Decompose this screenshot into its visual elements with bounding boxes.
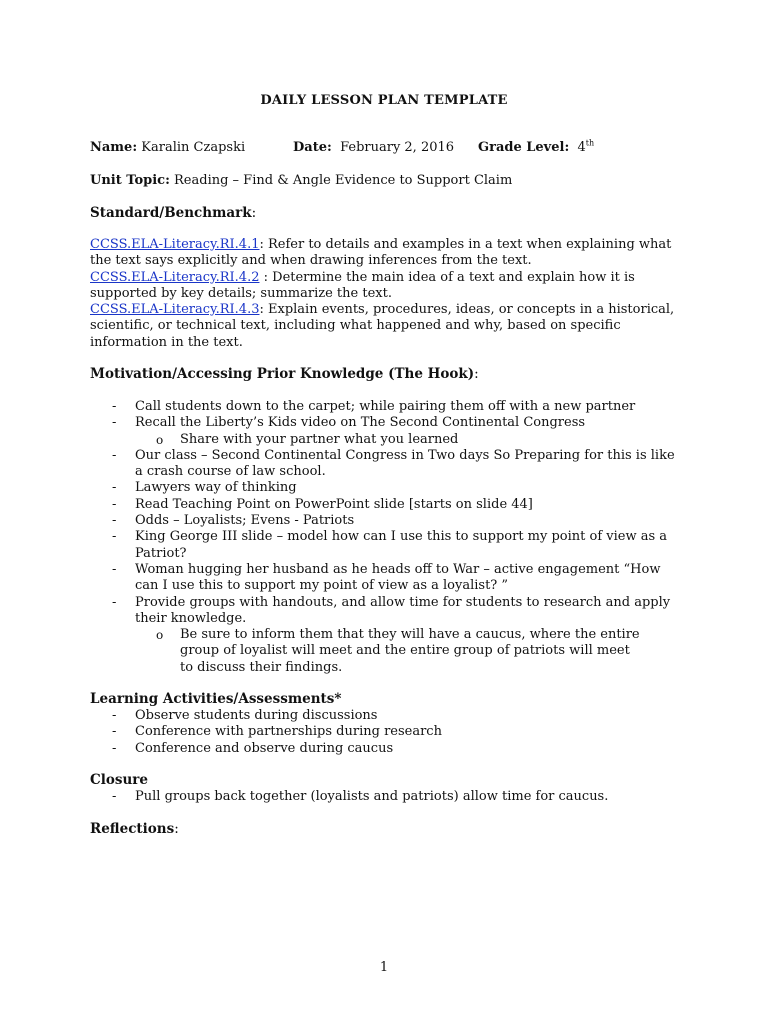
grade-superscript: th	[585, 138, 595, 148]
learning-list	[0, 708, 768, 757]
list-item	[0, 399, 685, 415]
unit-topic-value: Reading – Find & Angle Evidence to Support Claim	[174, 173, 513, 188]
list-item-text: Lawyers way of thinking	[135, 480, 297, 496]
list-item	[0, 724, 685, 740]
standard-separator: :	[259, 270, 273, 285]
list-item	[0, 415, 685, 448]
grade-label: Grade Level	[478, 140, 565, 155]
dash-bullet: -	[112, 740, 117, 756]
standard-text: Explain events, procedures, ideas, or concepts in a historical, scientific, or technical text, including what happened and why, based on specific information in the text.	[90, 302, 675, 350]
list-item-text: Recall the Liberty’s Kids video on The Second Continental Congress	[135, 415, 586, 431]
standard-item	[90, 270, 685, 303]
list-item	[0, 529, 685, 562]
grade-value: 4	[577, 140, 586, 155]
list-item-text: Observe students during discussions	[135, 708, 378, 723]
motivation-heading	[90, 366, 479, 383]
sub-list-item	[156, 627, 645, 676]
standard-text: Determine the main idea of a text and explain how it is supported by key details; summarize the text.	[90, 270, 635, 302]
list-item-text: Conference and observe during caucus	[135, 740, 394, 756]
closure-heading: Closure	[90, 772, 148, 788]
standard-heading	[90, 205, 256, 222]
dash-bullet: -	[112, 594, 117, 610]
list-item-text: Provide groups with handouts, and allow time for students to research and apply their knowledge.	[135, 594, 671, 626]
list-item-text: Pull groups back together (loyalists and patriots) allow time for caucus.	[135, 789, 609, 804]
standard-link-ri-4-1[interactable]: CCSS.ELA-Literacy.RI.4.1	[90, 237, 260, 252]
unit-topic-label: Unit Topic	[90, 173, 166, 188]
dash-bullet: -	[112, 513, 117, 529]
document-title: DAILY LESSON PLAN TEMPLATE	[260, 93, 508, 108]
standard-link-ri-4-3[interactable]: CCSS.ELA-Literacy.RI.4.3	[90, 302, 260, 317]
date-field	[293, 140, 454, 156]
dash-bullet: -	[112, 724, 117, 740]
dash-bullet: -	[112, 496, 117, 512]
name-field	[90, 140, 245, 156]
sub-list	[135, 627, 685, 676]
motivation-heading-colon: :	[474, 366, 479, 382]
learning-heading: Learning Activities/Assessments*	[90, 691, 342, 707]
dash-bullet: -	[112, 415, 117, 431]
reflections-heading-text: Reflections	[90, 821, 175, 837]
dash-bullet: -	[112, 561, 117, 577]
list-item-text: Read Teaching Point on PowerPoint slide [starts on slide 44]	[135, 496, 533, 512]
list-item	[0, 497, 685, 513]
list-item-text: Our class – Second Continental Congress in Two days So Preparing for this is like a crash course of law school.	[135, 447, 675, 480]
dash-bullet: -	[112, 708, 117, 723]
date-colon: :	[326, 140, 332, 155]
list-item	[0, 595, 685, 676]
list-item	[0, 480, 685, 496]
list-item	[0, 789, 685, 805]
name-value: Karalin Czapski	[141, 140, 246, 155]
standard-text: Refer to details and examples in a text when explaining what the text says explicitly and when drawing inferences from the text.	[90, 237, 672, 269]
dash-bullet: -	[112, 399, 117, 414]
standard-separator: :	[259, 302, 268, 317]
sub-list-item	[156, 431, 645, 448]
list-item	[0, 708, 685, 724]
list-item-text: King George III slide – model how can I use this to support my point of view as a Patriot?	[135, 529, 668, 561]
standard-separator: :	[259, 237, 268, 252]
list-item-text: Odds – Loyalists; Evens - Patriots	[135, 513, 355, 529]
reflections-heading	[90, 821, 179, 838]
dash-bullet: -	[112, 480, 117, 496]
list-item	[0, 448, 685, 481]
name-label: Name	[90, 140, 133, 155]
grade-field	[478, 140, 594, 156]
dash-bullet: -	[112, 789, 117, 804]
date-label: Date	[293, 140, 327, 155]
page-number: 1	[379, 960, 389, 975]
name-colon: :	[132, 140, 138, 155]
list-item-text: Woman hugging her husband as he heads off to War – active engagement “How can I use this to support my point of view as a loyalist? ”	[135, 561, 661, 594]
sub-list-item-text: Share with your partner what you learned	[180, 431, 459, 447]
standard-item	[90, 302, 685, 351]
standard-link-ri-4-2[interactable]: CCSS.ELA-Literacy.RI.4.2	[90, 270, 260, 285]
list-item	[0, 513, 685, 529]
list-item	[0, 562, 685, 595]
grade-colon: :	[564, 140, 570, 155]
list-item	[0, 741, 685, 757]
dash-bullet: -	[112, 447, 117, 463]
dash-bullet: -	[112, 529, 117, 545]
list-item-text: Conference with partnerships during research	[135, 724, 442, 740]
unit-topic	[90, 173, 512, 189]
unit-topic-colon: :	[165, 173, 170, 188]
closure-list	[0, 789, 768, 805]
circle-bullet-icon: o	[156, 628, 164, 643]
motivation-list	[0, 399, 768, 676]
sub-list-item-text: Be sure to inform them that they will have a caucus, where the entire group of loyalist will meet and the entire group of patriots will meet to discuss their findings.	[180, 627, 640, 675]
standard-heading-text: Standard/Benchmark	[90, 205, 252, 221]
date-value: February 2, 2016	[340, 140, 455, 155]
standard-heading-colon: :	[251, 205, 257, 221]
motivation-heading-text: Motivation/Accessing Prior Knowledge (The Hook)	[90, 366, 475, 382]
sub-list	[135, 432, 685, 448]
circle-bullet-icon: o	[156, 432, 164, 447]
standard-item	[90, 237, 685, 270]
reflections-heading-colon: :	[174, 821, 179, 837]
list-item-text: Call students down to the carpet; while pairing them off with a new partner	[135, 399, 636, 414]
